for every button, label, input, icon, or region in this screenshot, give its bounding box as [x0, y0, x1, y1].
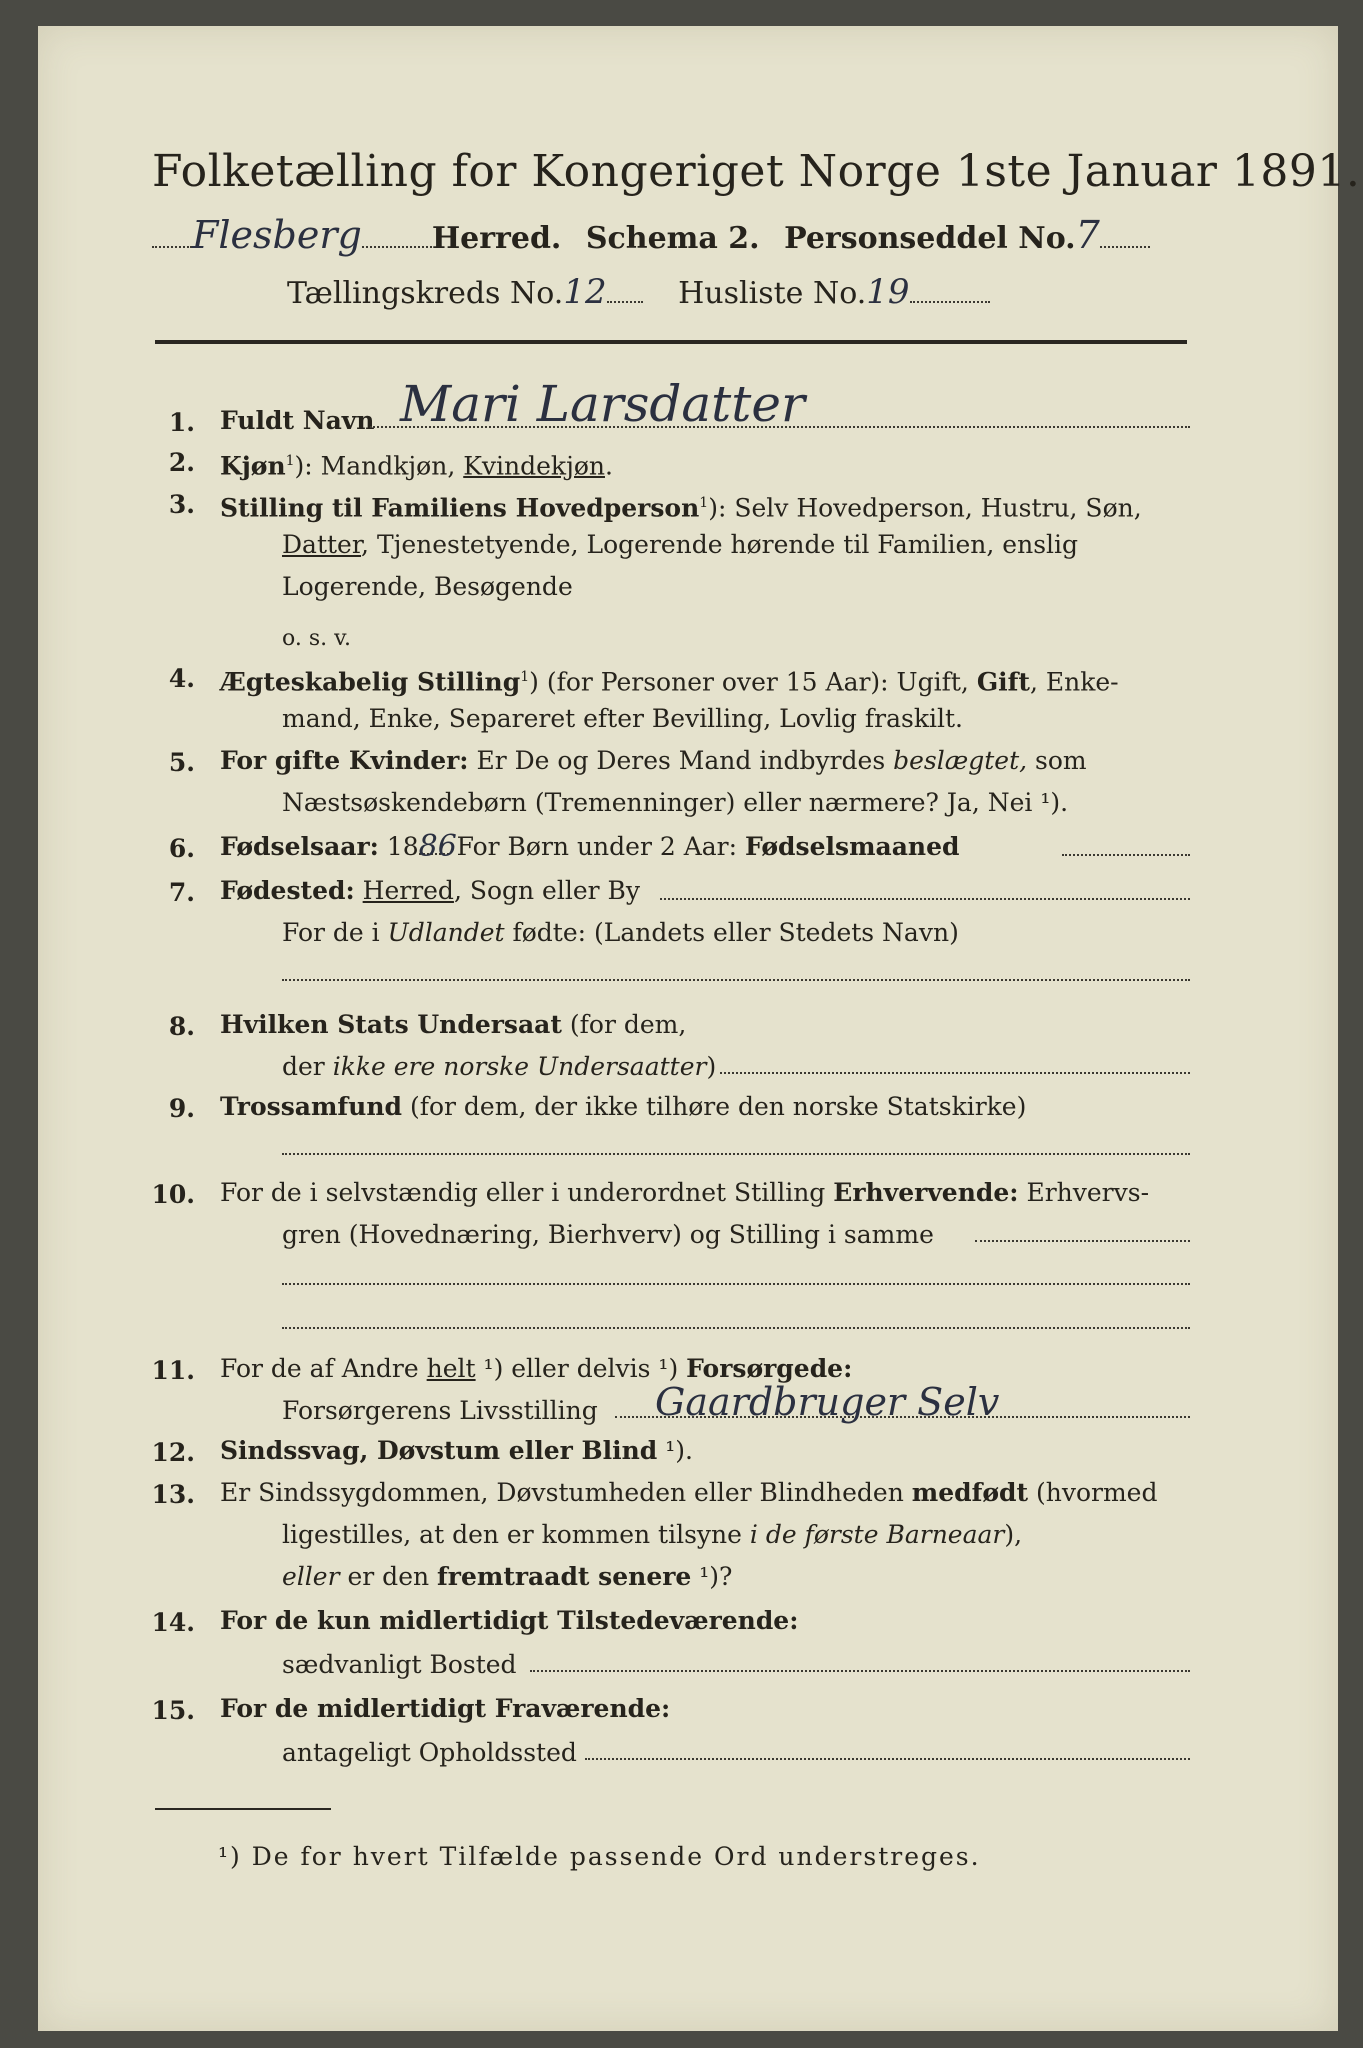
personseddel-label: Personseddel No.: [784, 221, 1076, 256]
field-11-line-2: Forsørgerens Livsstilling: [282, 1396, 598, 1425]
field-10-number: 10.: [151, 1180, 195, 1209]
schema-label: Schema 2.: [585, 221, 760, 256]
personseddel-value: 7: [1075, 213, 1100, 257]
field-6-number: 6.: [168, 834, 195, 863]
herred-label: Herred.: [431, 221, 562, 256]
field-10-dotted-line-1: [975, 1239, 1190, 1242]
field-11-value: Gaardbruger Selv: [655, 1380, 1000, 1424]
field-3-number: 3.: [168, 490, 195, 519]
footnote-rule: [155, 1808, 331, 1810]
field-13-line-3: eller er den fremtraadt senere ¹)?: [282, 1562, 733, 1591]
field-8-line-1: Hvilken Stats Undersaat (for dem,: [220, 1010, 687, 1039]
field-3-line-1: Stilling til Familiens Hovedperson$^1$): Selv Hovedperson, Hustru, Søn,: [220, 493, 1142, 523]
field-4-line-2: mand, Enke, Separeret efter Bevilling, Lovlig fraskilt.: [282, 704, 963, 733]
husliste-value: 19: [866, 272, 910, 312]
field-8-line-2: der ikke ere norske Undersaatter): [282, 1052, 717, 1081]
field-9-number: 9.: [168, 1094, 195, 1123]
field-15-number: 15.: [151, 1696, 195, 1725]
field-9-dotted-line: [282, 1152, 1190, 1155]
field-1-label: Fuldt Navn: [220, 406, 375, 435]
herred-value: Flesberg: [192, 213, 362, 257]
field-7-line-2: For de i Udlandet fødte: (Landets eller Stedets Navn): [282, 918, 959, 947]
husliste-label: Husliste No.: [678, 276, 867, 311]
field-2-selected: Kvindekjøn: [463, 451, 605, 481]
field-7-dotted-line-2: [282, 978, 1190, 981]
field-4-number: 4.: [168, 664, 195, 693]
field-14-label: For de kun midlertidigt Tilstedeværende:: [220, 1606, 799, 1635]
field-9-line: Trossamfund (for dem, der ikke tilhøre den norske Statskirke): [220, 1092, 1027, 1121]
field-3-line-4: o. s. v.: [282, 626, 351, 651]
field-3-selected: Datter: [282, 530, 362, 559]
field-6-value: 86: [418, 829, 457, 864]
field-11-number: 11.: [151, 1356, 195, 1385]
field-15-dotted-line: [585, 1757, 1190, 1760]
field-1-value: Mari Larsdatter: [400, 375, 805, 433]
field-4-line-1: Ægteskabelig Stilling$^1$) (for Personer over 15 Aar): Ugift, Gift, Enke-: [220, 667, 1119, 697]
field-2-number: 2.: [168, 448, 195, 477]
field-15-label: For de midlertidigt Fraværende:: [220, 1694, 671, 1723]
field-5-line-1: For gifte Kvinder: Er De og Deres Mand indbyrdes beslægtet, som: [220, 746, 1087, 775]
header-line-herred: [152, 213, 1150, 257]
field-14-number: 14.: [151, 1608, 195, 1637]
field-10-dotted-line-3: [282, 1326, 1190, 1329]
field-13-line-2: ligestilles, at den er kommen tilsyne i de første Barneaar),: [282, 1520, 1023, 1549]
field-11-selected: helt: [426, 1354, 476, 1383]
header-line-kreds: [287, 272, 990, 312]
form-title: Folketælling for Kongeriget Norge 1ste Januar 1891.: [152, 146, 1361, 197]
kreds-label: Tællingskreds No.: [287, 276, 564, 311]
field-5-number: 5.: [168, 748, 195, 777]
field-3-line-3: Logerende, Besøgende: [282, 572, 573, 601]
field-7-selected: Herred: [362, 876, 454, 905]
field-2-text: Kjøn$^1$): Mandkjøn, Kvindekjøn.: [220, 451, 613, 481]
field-7-line-1: Fødested: Herred, Sogn eller By: [220, 876, 641, 905]
field-6-line: Fødselsaar: 18 86 For Børn under 2 Aar: Fødselsmaaned: [220, 829, 960, 864]
field-12-number: 12.: [151, 1438, 195, 1467]
kreds-value: 12: [563, 272, 607, 312]
field-15-line-2: antageligt Opholdssted: [282, 1738, 577, 1767]
field-11-line-1: For de af Andre helt ¹) eller delvis ¹) Forsørgede:: [220, 1354, 853, 1383]
field-10-line-1: For de i selvstændig eller i underordnet Stilling Erhvervende: Erhvervs-: [220, 1178, 1150, 1207]
footnote: ¹) De for hvert Tilfælde passende Ord understreges.: [218, 1842, 981, 1871]
field-5-line-2: Næstsøskendebørn (Tremenninger) eller nærmere? Ja, Nei ¹).: [282, 788, 1069, 817]
field-12-line: Sindssvag, Døvstum eller Blind ¹).: [220, 1436, 693, 1465]
field-13-number: 13.: [151, 1480, 195, 1509]
field-8-dotted-line: [720, 1071, 1190, 1074]
field-6-dotted-line: [1062, 853, 1190, 856]
field-14-line-2: sædvanligt Bosted: [282, 1650, 517, 1679]
field-10-dotted-line-2: [282, 1282, 1190, 1285]
field-13-line-1: Er Sindssygdommen, Døvstumheden eller Blindheden medfødt (hvormed: [220, 1478, 1158, 1507]
header-rule: [155, 340, 1187, 344]
field-8-number: 8.: [168, 1012, 195, 1041]
field-3-line-2: Datter, Tjenestetyende, Logerende hørende til Familien, enslig: [282, 530, 1079, 559]
field-7-number: 7.: [168, 878, 195, 907]
field-7-dotted-line-1: [660, 897, 1190, 900]
field-14-dotted-line: [530, 1669, 1190, 1672]
field-10-line-2: gren (Hovednæring, Bierhverv) og Stilling i samme: [282, 1220, 934, 1249]
field-1-number: 1.: [168, 408, 195, 437]
